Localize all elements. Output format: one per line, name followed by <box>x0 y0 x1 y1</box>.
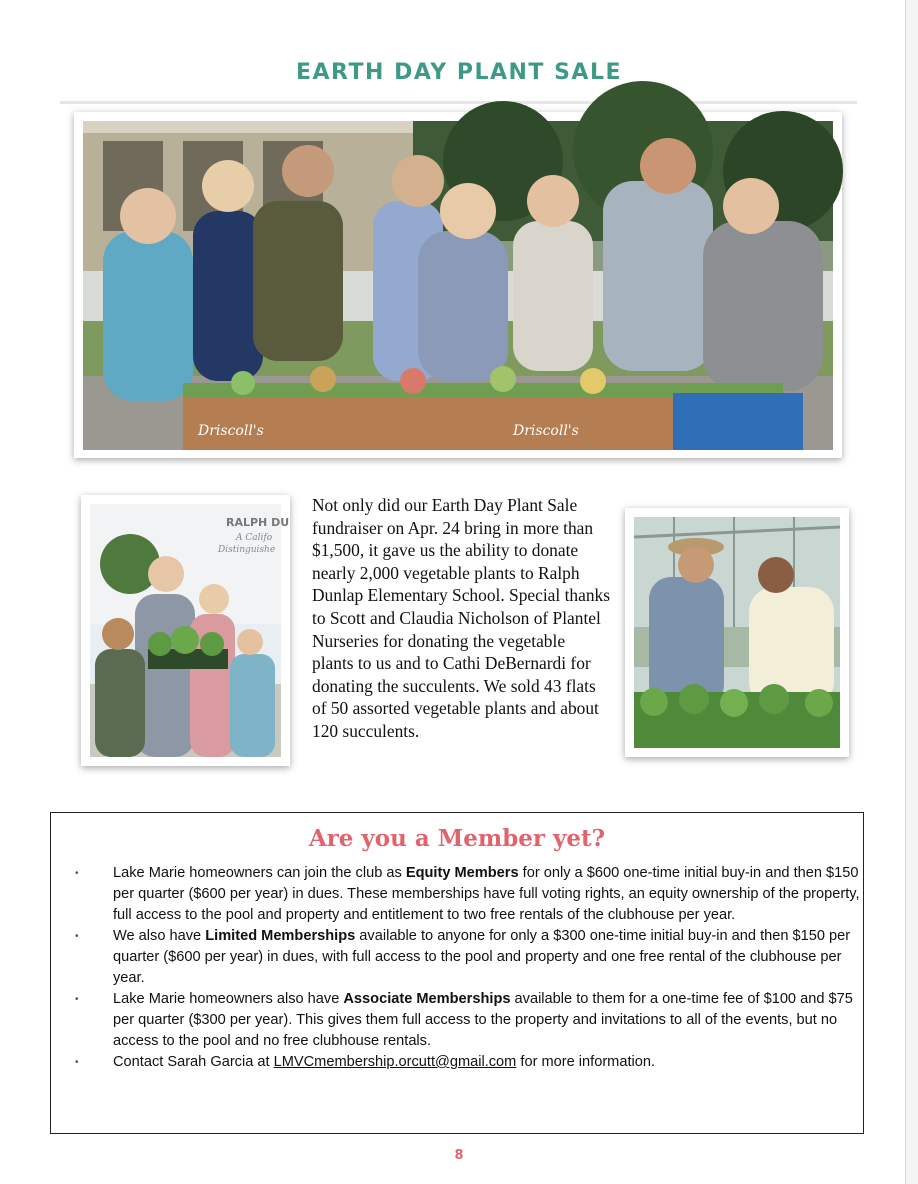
bullet: • <box>75 868 79 879</box>
membership-item-equity: • Lake Marie homeowners can join the club as Equity Members for only a $600 one-time initial buy-in and then $150 per quarter ($600 per year) in dues. These memberships have full voting rights, an equity ownership of the property, full access to the pool and property and entitlement to two free rentals of the clubhouse per year. <box>75 865 860 923</box>
bullet: • <box>75 994 79 1005</box>
membership-type: Associate Memberships <box>343 991 511 1007</box>
school-sign-text: RALPH DU <box>226 516 290 529</box>
school-sign-text: Distinguishe <box>218 545 276 555</box>
group-photo <box>83 121 833 450</box>
greenhouse-photo <box>634 517 840 748</box>
membership-item-associate: • Lake Marie homeowners also have Associate Memberships available to them for a one-time fee of $100 and $75 per quarter ($300 per year). This gives them full access to the property and invitations to all of the events, but no access to the pool and no free clubhouse rentals. <box>75 991 853 1049</box>
page-edge <box>905 0 918 1184</box>
greenhouse-photo-frame <box>625 508 849 757</box>
school-photo <box>90 504 290 757</box>
membership-box <box>50 812 864 1134</box>
group-photo-frame <box>74 112 842 458</box>
contact-email-link[interactable]: LMVCmembership.orcutt@gmail.com <box>273 1054 517 1070</box>
membership-item-contact: • Contact Sarah Garcia at LMVCmembership.orcutt@gmail.com for more information. <box>71 1052 861 1073</box>
title-divider <box>60 101 857 104</box>
school-sign-text: A Califo <box>236 533 273 543</box>
bullet: • <box>75 931 79 942</box>
membership-list <box>71 863 861 1073</box>
membership-type: Limited Memberships <box>205 928 356 944</box>
membership-type: Equity Members <box>405 865 519 881</box>
school-photo-frame <box>81 495 290 766</box>
crate-label: Driscoll's <box>198 423 264 439</box>
page-title: EARTH DAY PLANT SALE <box>295 60 623 85</box>
page-number: 8 <box>454 1148 464 1163</box>
article-text: Not only did our Earth Day Plant Sale fundraiser on Apr. 24 bring in more than $1,500, it gave us the ability to donate nearly 2,000 vegetable plants to Ralph Dunlap Elementary School. Special thanks to Scott and Claudia Nicholson of Plantel Nurseries for donating the vegetable plants to us and to Cathi DeBernardi for donating the succulents. We sold 43 flats of 50 assorted vegetable plants and about 120 succulents. <box>312 495 610 741</box>
bullet: • <box>75 1057 79 1068</box>
membership-item-limited: • We also have Limited Memberships available to anyone for only a $300 one-time initial buy-in and then $150 per quarter ($600 per year) in dues, with full access to the pool and property and one free rental of the clubhouse per year. <box>75 928 851 986</box>
membership-title: Are you a Member yet? <box>308 825 606 852</box>
crate-label: Driscoll's <box>513 423 579 439</box>
